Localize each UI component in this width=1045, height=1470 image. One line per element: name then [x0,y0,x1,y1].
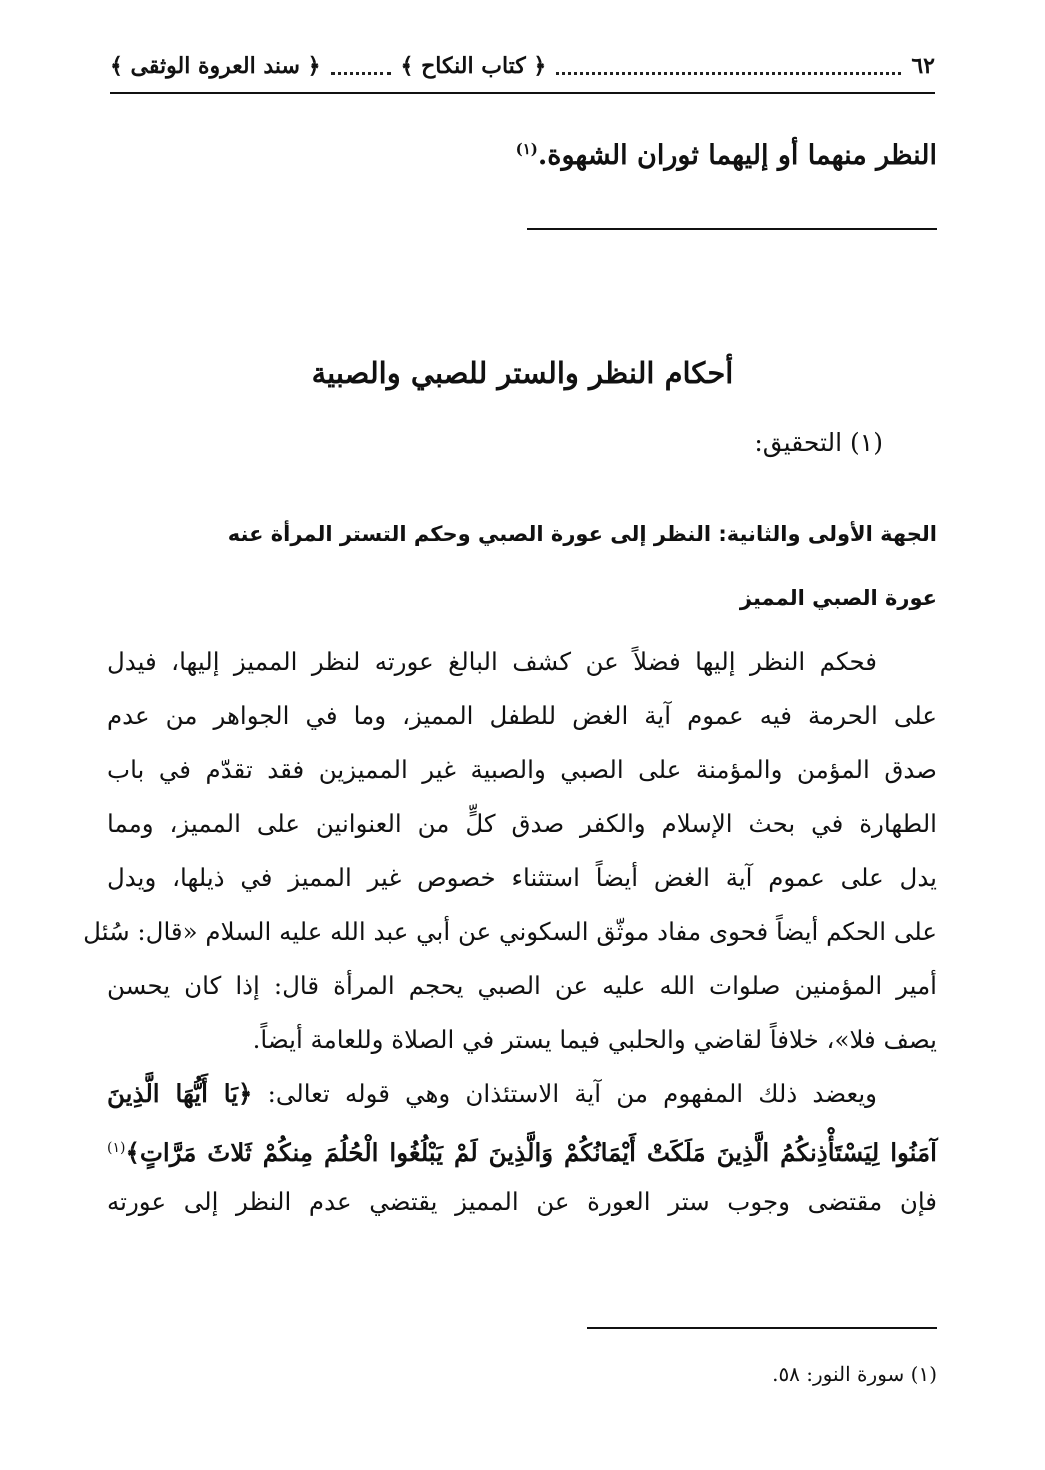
continued-footnote-sentence: النظر منهما أو إليهما ثوران الشهوة. [537,140,937,171]
separator-rule [527,228,937,230]
body-text [83,635,937,1229]
subheading-secondary: عورة الصبي المميز [739,586,937,610]
paragraph-line: على الحكم أيضاً فحوى مفاد موثّق السكوني عن أبي عبد الله عليه السلام «قال: سُئل [83,917,937,946]
continued-footnote-text [117,140,937,171]
paragraph-line [107,1067,937,1121]
footnote-marker: (١) [515,140,538,158]
footnote: (١) سورة النور: ٥٨. [772,1362,937,1386]
page-number: ٦٢ [911,53,935,79]
section-title: أحكام النظر والستر للصبي والصبية [311,356,734,390]
paragraph-line: يصف فلا»، خلافاً لقاضي والحلبي فيما يستر في الصلاة وللعامة أيضاً. [252,1025,937,1054]
running-head [110,46,935,86]
quran-verse: ﴿يَا أَيُّهَا الَّذِينَ [107,1079,253,1108]
paragraph-line: فحكم النظر إليها فضلاً عن كشف البالغ عورته لنظر المميز إليها، فيدل [107,647,877,676]
paragraph-line: يدل على عموم آية الغض أيضاً استثناء خصوص غير المميز في ذيلها، ويدل [107,863,937,892]
quran-verse: آمَنُوا لِيَسْتَأْذِنكُمُ الَّذِينَ مَلَكَتْ أَيْمَانُكُمْ وَالَّذِينَ لَمْ يَبْلُغُوا الْحُلُمَ مِنكُمْ ثَلاثَ مَرَّاتٍ﴾ [125,1138,937,1168]
leader-dots [556,58,901,75]
verse-intro: ويعضد ذلك المفهوم من آية الاستئذان وهي قوله تعالى: [267,1079,877,1108]
paragraph-line: فإن مقتضى وجوب ستر العورة عن المميز يقتضي عدم النظر إلى عورته [107,1187,937,1216]
paragraph-line: صدق المؤمن والمؤمنة على الصبي والصبية غير المميزين فقد تقدّم في باب [107,755,937,784]
paragraph-line [107,1121,937,1175]
paragraph-line: على الحرمة فيه عموم آية الغض للطفل المميز، وما في الجواهر من عدم [107,701,937,730]
footnote-marker: (١) [107,1140,126,1156]
subheading-primary: الجهة الأولى والثانية: النظر إلى عورة الصبي وحكم التستر المرأة عنه [227,522,937,546]
book-title: ﴿ سند العروة الوثقى ﴾ [110,53,321,79]
leader-dots [331,58,391,75]
chapter-title: ﴿ كتاب النكاح ﴾ [400,53,547,79]
tahqiq-label: (١) التحقيق: [754,428,883,457]
paragraph-line: أمير المؤمنين صلوات الله عليه عن الصبي يحجم المرأة قال: إذا كان يحسن [107,971,937,1000]
paragraph-line: الطهارة في بحث الإسلام والكفر صدق كلٍّ من العنوانين على المميز، ومما [107,809,937,838]
footnote-rule [587,1327,937,1329]
header-rule [110,92,935,94]
